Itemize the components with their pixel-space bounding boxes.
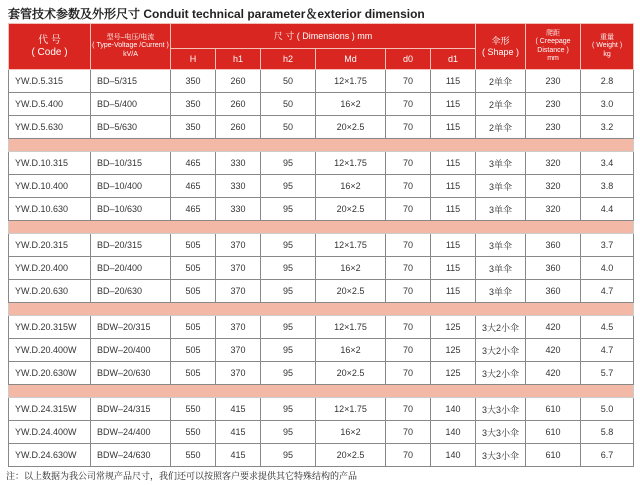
table-cell: YW.D.24.630W — [9, 444, 91, 467]
table-cell: YW.D.20.315 — [9, 234, 91, 257]
table-cell: 260 — [216, 93, 261, 116]
table-cell: BDW–20/400 — [91, 339, 171, 362]
table-row — [9, 444, 634, 467]
group-separator — [9, 139, 634, 152]
table-cell: 70 — [386, 116, 431, 139]
footnote: 注：以上数据为我公司常规产品尺寸，我们还可以按照客户要求提供其它特殊结构的产品 — [6, 471, 358, 481]
table-cell: BD–20/400 — [91, 257, 171, 280]
table-cell: BDW–24/630 — [91, 444, 171, 467]
header-dimensions: 尺 寸 ( Dimensions ) mm — [171, 24, 476, 49]
table-cell: 360 — [526, 257, 581, 280]
table-cell: 5.8 — [581, 421, 634, 444]
table-cell: 70 — [386, 234, 431, 257]
table-row — [9, 234, 634, 257]
table-cell: 95 — [261, 198, 316, 221]
table-cell: 3单伞 — [476, 257, 526, 280]
table-cell: 3大3小伞 — [476, 444, 526, 467]
table-cell: YW.D.5.630 — [9, 116, 91, 139]
table-cell: 70 — [386, 339, 431, 362]
table-cell: BDW–20/315 — [91, 316, 171, 339]
table-cell: 260 — [216, 116, 261, 139]
table-cell: 505 — [171, 257, 216, 280]
table-cell: 20×2.5 — [316, 280, 386, 303]
group-separator — [9, 221, 634, 234]
table-cell: 550 — [171, 421, 216, 444]
table-cell: 95 — [261, 444, 316, 467]
header-shape: 伞形 ( Shape ) — [476, 24, 526, 70]
header-creepage: 爬距 ( Creepage Distance ) mm — [526, 24, 581, 70]
table-cell: 50 — [261, 116, 316, 139]
table-cell: 3.8 — [581, 175, 634, 198]
table-cell: 320 — [526, 175, 581, 198]
table-cell: 95 — [261, 234, 316, 257]
table-cell: YW.D.24.315W — [9, 398, 91, 421]
table-cell: 115 — [431, 198, 476, 221]
table-cell: BD–20/630 — [91, 280, 171, 303]
table-cell: 465 — [171, 152, 216, 175]
table-cell: 140 — [431, 398, 476, 421]
table-cell: 16×2 — [316, 93, 386, 116]
table-row — [9, 175, 634, 198]
header-weight: 重量 ( Weight ) kg — [581, 24, 634, 70]
table-cell: 115 — [431, 93, 476, 116]
table-row — [9, 339, 634, 362]
table-cell: 125 — [431, 316, 476, 339]
table-cell: BDW–24/400 — [91, 421, 171, 444]
table-cell: YW.D.20.400 — [9, 257, 91, 280]
table-cell: 16×2 — [316, 339, 386, 362]
table-cell: 230 — [526, 93, 581, 116]
table-cell: 3.0 — [581, 93, 634, 116]
table-cell: 330 — [216, 175, 261, 198]
table-cell: 370 — [216, 316, 261, 339]
table-cell: 4.4 — [581, 198, 634, 221]
table-cell: 95 — [261, 316, 316, 339]
table-cell: 360 — [526, 280, 581, 303]
table-cell: 95 — [261, 362, 316, 385]
group-separator — [9, 303, 634, 316]
table-cell: BD–10/400 — [91, 175, 171, 198]
separator-cell — [9, 385, 634, 398]
table-row — [9, 316, 634, 339]
table-cell: 415 — [216, 444, 261, 467]
table-cell: 70 — [386, 280, 431, 303]
table-cell: 50 — [261, 70, 316, 93]
table-cell: 3.7 — [581, 234, 634, 257]
table-cell: 370 — [216, 257, 261, 280]
table-cell: 330 — [216, 198, 261, 221]
table-cell: 415 — [216, 421, 261, 444]
table-cell: 350 — [171, 93, 216, 116]
table-cell: 350 — [171, 70, 216, 93]
table-cell: 4.0 — [581, 257, 634, 280]
table-cell: YW.D.24.400W — [9, 421, 91, 444]
header-h1: h1 — [216, 49, 261, 70]
table-row — [9, 280, 634, 303]
header-h2: h2 — [261, 49, 316, 70]
table-cell: 4.5 — [581, 316, 634, 339]
table-cell: 95 — [261, 339, 316, 362]
table-cell: 3.2 — [581, 116, 634, 139]
header-h: H — [171, 49, 216, 70]
table-cell: YW.D.20.315W — [9, 316, 91, 339]
table-cell: 125 — [431, 362, 476, 385]
group-separator — [9, 385, 634, 398]
table-cell: 2单伞 — [476, 116, 526, 139]
table-cell: BD–10/315 — [91, 152, 171, 175]
separator-cell — [9, 139, 634, 152]
table-cell: YW.D.10.400 — [9, 175, 91, 198]
table-cell: 70 — [386, 316, 431, 339]
table-cell: 12×1.75 — [316, 152, 386, 175]
table-cell: 50 — [261, 93, 316, 116]
table-cell: 550 — [171, 398, 216, 421]
table-row — [9, 70, 634, 93]
table-cell: 95 — [261, 398, 316, 421]
table-cell: YW.D.20.630 — [9, 280, 91, 303]
table-row — [9, 198, 634, 221]
header-code: 代 号 ( Code ) — [9, 24, 91, 70]
table-cell: 20×2.5 — [316, 198, 386, 221]
table-cell: 3单伞 — [476, 175, 526, 198]
table-cell: 5.0 — [581, 398, 634, 421]
table-cell: BD–5/315 — [91, 70, 171, 93]
table-cell: YW.D.5.400 — [9, 93, 91, 116]
table-cell: 320 — [526, 152, 581, 175]
table-cell: 3大2小伞 — [476, 316, 526, 339]
table-cell: 115 — [431, 234, 476, 257]
table-cell: 2单伞 — [476, 70, 526, 93]
table-cell: 12×1.75 — [316, 398, 386, 421]
spec-table — [8, 23, 634, 467]
table-cell: 505 — [171, 280, 216, 303]
table-cell: 125 — [431, 339, 476, 362]
separator-cell — [9, 303, 634, 316]
table-cell: 230 — [526, 70, 581, 93]
table-cell: 350 — [171, 116, 216, 139]
table-cell: 550 — [171, 444, 216, 467]
table-cell: 16×2 — [316, 257, 386, 280]
table-cell: 20×2.5 — [316, 116, 386, 139]
table-cell: 95 — [261, 152, 316, 175]
table-cell: 115 — [431, 257, 476, 280]
table-cell: 12×1.75 — [316, 234, 386, 257]
table-cell: 260 — [216, 70, 261, 93]
table-cell: BDW–20/630 — [91, 362, 171, 385]
table-cell: 140 — [431, 444, 476, 467]
table-cell: 610 — [526, 398, 581, 421]
table-row — [9, 116, 634, 139]
page-title: 套管技术参数及外形尺寸 Conduit technical parameter＆exterior dimension — [8, 7, 425, 21]
header-type: 型号–电压/电流 ( Type-Voltage /Current ) kV/A — [91, 24, 171, 70]
table-cell: 95 — [261, 421, 316, 444]
table-cell: 115 — [431, 152, 476, 175]
table-cell: 95 — [261, 257, 316, 280]
table-cell: 70 — [386, 175, 431, 198]
table-cell: 70 — [386, 421, 431, 444]
table-cell: 420 — [526, 362, 581, 385]
table-cell: 420 — [526, 339, 581, 362]
table-row — [9, 398, 634, 421]
table-cell: 4.7 — [581, 339, 634, 362]
table-cell: 370 — [216, 234, 261, 257]
table-row — [9, 257, 634, 280]
separator-cell — [9, 221, 634, 234]
table-cell: 610 — [526, 421, 581, 444]
table-cell: 230 — [526, 116, 581, 139]
table-cell: 115 — [431, 175, 476, 198]
table-cell: YW.D.10.630 — [9, 198, 91, 221]
table-cell: YW.D.20.400W — [9, 339, 91, 362]
table-cell: 320 — [526, 198, 581, 221]
table-cell: 115 — [431, 116, 476, 139]
table-cell: 370 — [216, 339, 261, 362]
table-cell: 610 — [526, 444, 581, 467]
table-cell: 70 — [386, 444, 431, 467]
table-cell: 140 — [431, 421, 476, 444]
table-cell: 505 — [171, 339, 216, 362]
table-cell: 5.7 — [581, 362, 634, 385]
table-cell: 20×2.5 — [316, 362, 386, 385]
table-cell: 12×1.75 — [316, 70, 386, 93]
table-cell: 3大3小伞 — [476, 398, 526, 421]
table-cell: YW.D.5.315 — [9, 70, 91, 93]
table-cell: 3单伞 — [476, 152, 526, 175]
table-cell: 2.8 — [581, 70, 634, 93]
table-cell: 70 — [386, 152, 431, 175]
table-cell: 6.7 — [581, 444, 634, 467]
table-cell: BD–5/630 — [91, 116, 171, 139]
table-cell: 3大2小伞 — [476, 362, 526, 385]
table-cell: 95 — [261, 175, 316, 198]
table-cell: 70 — [386, 257, 431, 280]
table-cell: 465 — [171, 175, 216, 198]
table-cell: 3大2小伞 — [476, 339, 526, 362]
table-cell: 3单伞 — [476, 280, 526, 303]
table-cell: 505 — [171, 316, 216, 339]
table-row — [9, 362, 634, 385]
table-cell: BD–10/630 — [91, 198, 171, 221]
header-d1: d1 — [431, 49, 476, 70]
table-cell: 3.4 — [581, 152, 634, 175]
table-cell: YW.D.20.630W — [9, 362, 91, 385]
table-cell: 330 — [216, 152, 261, 175]
table-row — [9, 93, 634, 116]
table-row — [9, 421, 634, 444]
table-cell: 70 — [386, 398, 431, 421]
table-cell: 4.7 — [581, 280, 634, 303]
table-cell: 370 — [216, 362, 261, 385]
table-cell: 70 — [386, 70, 431, 93]
table-cell: 415 — [216, 398, 261, 421]
table-cell: 3单伞 — [476, 198, 526, 221]
table-cell: 12×1.75 — [316, 316, 386, 339]
table-cell: 3大3小伞 — [476, 421, 526, 444]
table-cell: 465 — [171, 198, 216, 221]
table-cell: BDW–24/315 — [91, 398, 171, 421]
table-cell: 70 — [386, 93, 431, 116]
table-cell: 70 — [386, 198, 431, 221]
table-cell: 95 — [261, 280, 316, 303]
table-cell: 115 — [431, 70, 476, 93]
table-cell: 16×2 — [316, 175, 386, 198]
table-cell: 2单伞 — [476, 93, 526, 116]
table-cell: 505 — [171, 234, 216, 257]
table-cell: BD–20/315 — [91, 234, 171, 257]
header-d0: d0 — [386, 49, 431, 70]
table-cell: 16×2 — [316, 421, 386, 444]
table-cell: 70 — [386, 362, 431, 385]
table-cell: 3单伞 — [476, 234, 526, 257]
table-cell: YW.D.10.315 — [9, 152, 91, 175]
table-cell: 370 — [216, 280, 261, 303]
table-cell: BD–5/400 — [91, 93, 171, 116]
table-cell: 115 — [431, 280, 476, 303]
table-cell: 420 — [526, 316, 581, 339]
table-cell: 20×2.5 — [316, 444, 386, 467]
header-md: Md — [316, 49, 386, 70]
table-cell: 505 — [171, 362, 216, 385]
table-cell: 360 — [526, 234, 581, 257]
table-row — [9, 152, 634, 175]
